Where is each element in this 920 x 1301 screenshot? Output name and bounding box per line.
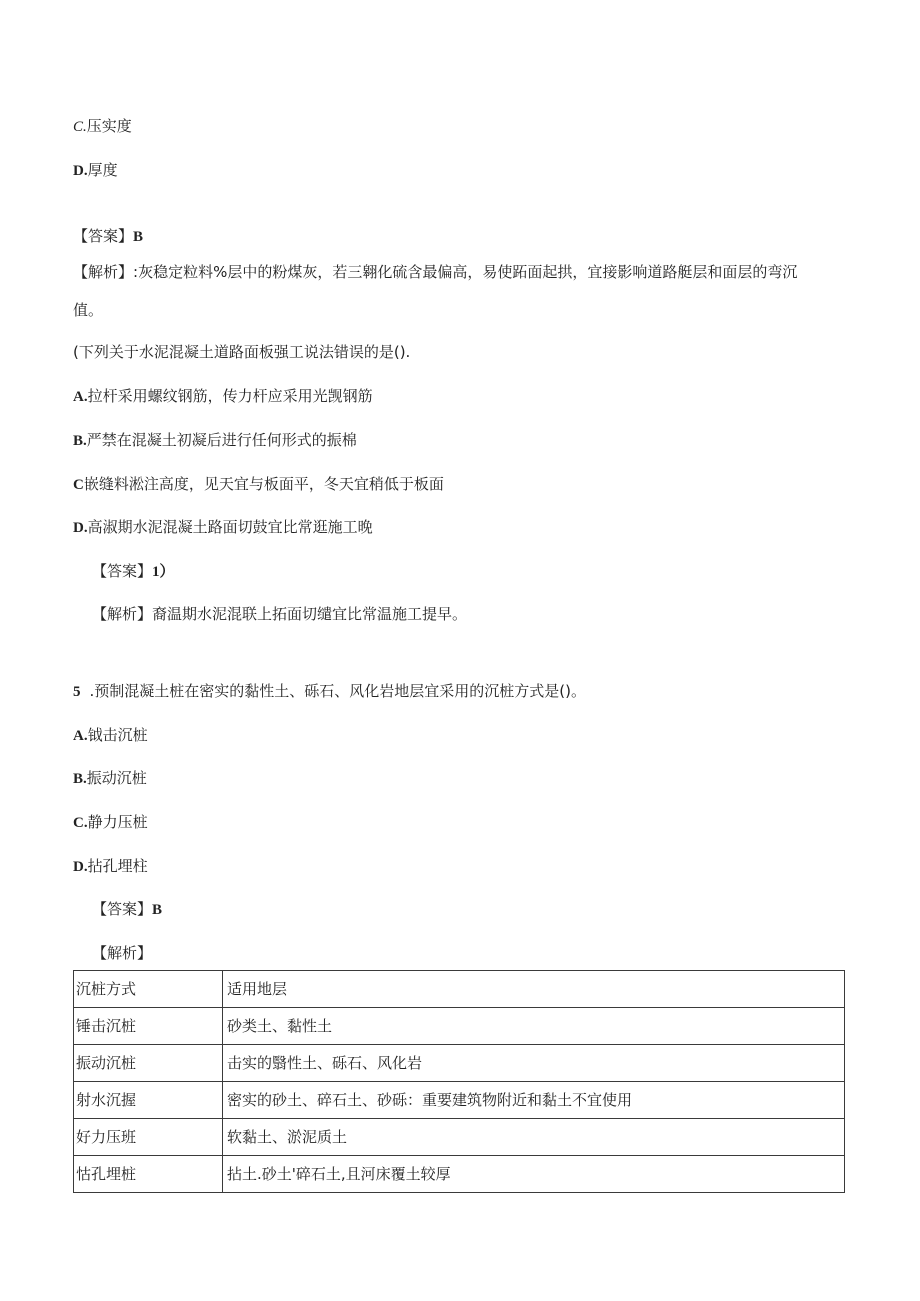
prev-option-d (73, 160, 118, 181)
table-header-cell: 沉桩方式 (74, 971, 223, 1008)
table-row (74, 1119, 845, 1156)
q4-option-c (73, 474, 444, 495)
option-letter: A. (73, 728, 88, 744)
option-letter: A. (73, 389, 88, 405)
option-letter: D. (73, 163, 88, 179)
q4-option-b (73, 430, 357, 451)
table-cell-stratum: 拈土.砂土'碎石土,且河床覆土较厚 (223, 1156, 845, 1193)
table-row (74, 1156, 845, 1193)
option-letter: C (73, 477, 84, 493)
prev-option-c (73, 116, 132, 137)
answer-value: 1） (152, 564, 175, 580)
prev-answer (73, 226, 143, 247)
q4-option-d (73, 517, 373, 538)
option-text: 拉杆采用螺纹钢筋，传力杆应采用光觊钢筋 (87, 387, 373, 405)
question-number: 5 (73, 684, 81, 700)
analysis-text: :灰稳定粒料%层中的粉煤灰，若三翱化硫含最偏高，易使跖面起拱，宜接影响道路艇层和面层的弯沉 (133, 263, 798, 281)
table-cell-stratum: 密实的砂土、碎石土、砂砾：重要建筑物附近和黏土不宜使用 (223, 1082, 845, 1119)
analysis-text: 值。 (73, 301, 104, 319)
table-cell-stratum: 击实的翳性土、砾石、风化岩 (223, 1045, 845, 1082)
q5-answer (92, 899, 162, 920)
option-text: 压实度 (86, 117, 132, 135)
answer-label: 【答案】 (92, 562, 153, 580)
option-letter: D. (73, 859, 88, 875)
q4-answer (92, 561, 175, 582)
option-text: 拈孔埋柱 (87, 857, 148, 875)
table-cell-method: 好力压班 (74, 1119, 223, 1156)
table-header-cell: 适用地层 (223, 971, 845, 1008)
table-header-row (74, 971, 845, 1008)
table-cell-stratum: 软黏土、淤泥质土 (223, 1119, 845, 1156)
option-text: 振动沉桩 (86, 769, 147, 787)
q5-stem (73, 681, 586, 702)
q5-analysis (92, 943, 152, 963)
table-row (74, 1045, 845, 1082)
question-text: .预制混凝土桩在密实的黏性土、砾石、风化岩地层宜采用的沉桩方式是()。 (89, 682, 586, 700)
answer-value: B (152, 902, 163, 918)
option-letter: C. (73, 119, 87, 135)
answer-label: 【答案】 (73, 227, 134, 245)
table-cell-method: 射水沉握 (74, 1082, 223, 1119)
analysis-label: 【解析】 (73, 263, 134, 281)
prev-analysis-continued (73, 300, 103, 320)
table-row (74, 1082, 845, 1119)
q5-option-d (73, 856, 148, 877)
option-letter: B. (73, 433, 87, 449)
option-text: 高淑期水泥混凝土路面切鼓宜比常逛施工晚 (87, 518, 373, 536)
option-letter: B. (73, 771, 87, 787)
table-row (74, 1008, 845, 1045)
analysis-text: 裔温期水泥混联上拓面切缱宜比常温施工提早。 (152, 605, 468, 623)
prev-analysis (73, 262, 797, 282)
option-text: 严禁在混凝土初凝后进行任何形式的振棉 (86, 431, 357, 449)
option-text: 钺击沉桩 (87, 726, 148, 744)
option-text: 嵌缝料淞注高度，见天宜与板面平，冬天宜稍低于板面 (83, 475, 444, 493)
q4-option-a (73, 386, 373, 407)
q5-option-b (73, 768, 147, 789)
q5-option-c (73, 812, 148, 833)
analysis-label: 【解析】 (92, 605, 153, 623)
option-text: 厚度 (87, 161, 118, 179)
table-cell-method: 怙孔埋桩 (74, 1156, 223, 1193)
q5-option-a (73, 725, 148, 746)
table-cell-stratum: 砂类土、黏性土 (223, 1008, 845, 1045)
answer-label: 【答案】 (92, 900, 153, 918)
q4-stem: (下列关于水泥混凝土道路面板强工说法错误的是(). (73, 343, 411, 361)
option-letter: D. (73, 520, 88, 536)
q4-analysis (92, 604, 467, 624)
answer-value: B (133, 229, 144, 245)
option-text: 静力压桩 (87, 813, 148, 831)
table-cell-method: 振动沉桩 (74, 1045, 223, 1082)
analysis-label: 【解析】 (92, 944, 153, 962)
pile-method-table (73, 970, 845, 1193)
option-letter: C. (73, 815, 88, 831)
table-cell-method: 锤击沉桩 (74, 1008, 223, 1045)
